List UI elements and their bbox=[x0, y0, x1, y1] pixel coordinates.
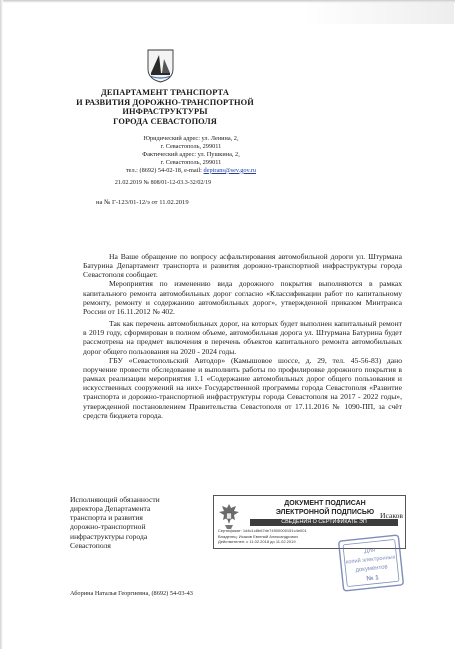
sevastopol-emblem-icon bbox=[147, 49, 174, 83]
dept-line-4: ГОРОДА СЕВАСТОПОЛЯ bbox=[113, 116, 217, 126]
dept-line-1: ДЕПАРТАМЕНТ ТРАНСПОРТА bbox=[101, 88, 229, 97]
actual-address-line-2: г. Севастополь, 299011 bbox=[160, 158, 222, 166]
registration-number: 21.02.2019 № 808/01-12-03.3-32/02/19 bbox=[114, 180, 212, 186]
dept-line-2: И РАЗВИТИЯ ДОРОЖНО-ТРАНСПОРТНОЙ bbox=[76, 97, 254, 107]
legal-address-line-1: Юридический адрес: ул. Ленина, 2, bbox=[143, 135, 239, 142]
signer-line-6: Севастополя bbox=[70, 540, 111, 550]
email-link[interactable]: deptrans@sev.gov.ru bbox=[203, 166, 257, 174]
scan-shadow bbox=[304, 2, 454, 24]
certificate-header: СВЕДЕНИЯ О СЕРТИФИКАТЕ ЭП bbox=[250, 519, 398, 526]
contact-line bbox=[96, 167, 286, 175]
russian-eagle-crest-icon bbox=[218, 502, 240, 530]
department-name bbox=[60, 88, 270, 126]
stamp-title-line-2: ЭЛЕКТРОННОЙ ПОДПИСЬЮ bbox=[275, 508, 375, 516]
seal-line-1: Для bbox=[364, 547, 376, 555]
scan-edge-left bbox=[0, 0, 3, 649]
official-seal-stamp bbox=[338, 530, 404, 596]
dept-line-3: ИНФРАСТРУКТУРЫ bbox=[122, 107, 208, 117]
certificate-number: Сертификат: 1d4c1c8b67de74900000151c4e001 bbox=[218, 528, 307, 533]
body-paragraph-2: Мероприятия по изменению вида дорожного покрытия выполняются в рамках капитального ремонта автомобильных дорог согласно «Классификации работ по капитальному ремонту, ремонту и содержанию автомобильных дорог», утвержденной приказом Минтранса России от 16.11.2012 № 402. bbox=[83, 279, 402, 316]
signer-title bbox=[70, 495, 210, 550]
seal-line-4: № 1 bbox=[366, 574, 380, 583]
signer-line-3: транспорта и развития bbox=[70, 513, 143, 523]
phone-text: тел.: (8692) 54-02-18, e-mail: bbox=[125, 166, 202, 174]
signer-line-4: дорожно-транспортной bbox=[70, 522, 146, 532]
signer-line-5: инфраструктуры города bbox=[70, 531, 148, 541]
body-paragraph-4: ГБУ «Севастопольский Автодор» (Камышовое шоссе, д. 29, тел. 45-56-83) дано поручение провести обследование и выполнить работы по профилировке дорожного покрытия в рамках реализации мероприятия 1.1 «Содержание автомобильных дорог общего пользования и искусственных сооружений на них» Государственной программы города Севастополя «Развитие транспорта и дорожно-транспортной инфраструктуры города Севастополя на 2017 - 2022 годы», утвержденной постановлением Правительства Севастополя от 17.11.2016 № 1090-ПП, за счёт средств бюджета города. bbox=[83, 355, 402, 420]
body-paragraph-3: Так как перечень автомобильных дорог, на которых будет выполнен капитальный ремонт в 2019 году, сформирован в полном объеме, автомобильная дорога ул. Штурмана Батурина будет рассмотрена на предмет включения в перечень объектов капитального ремонта автомобильных дорог общего пользования на 2020 - 2024 годы. bbox=[83, 319, 402, 356]
reference-line: на № Г-123/01-12/э от 11.02.2019 bbox=[96, 199, 189, 206]
letter-body bbox=[83, 252, 402, 420]
seal-line-3: документов bbox=[355, 564, 389, 574]
legal-address-line-2: г. Севастополь, 299011 bbox=[160, 142, 222, 150]
signer-surname: Исаков bbox=[380, 511, 404, 520]
executor-contact: Аборина Наталья Георгиевна, (8692) 54-03-43 bbox=[70, 590, 193, 597]
seal-line-2: копий электронных bbox=[345, 554, 396, 566]
certificate-owner: Владелец: Исаков Евгений Александрович bbox=[218, 533, 298, 539]
signer-line-2: директора Департамента bbox=[70, 504, 151, 514]
signer-line-1: Исполняющий обязанности bbox=[70, 495, 160, 504]
stamp-title bbox=[252, 500, 398, 517]
body-paragraph-1: На Ваше обращение по вопросу асфальтирования автомобильной дороги ул. Штурмана Батурина Департамент транспорта и развития дорожно-транспортной инфраструктуры города Севастополя сообщает. bbox=[83, 252, 402, 280]
actual-address-line-1: Фактический адрес: ул. Пушкина, 2, bbox=[142, 150, 240, 158]
address-block bbox=[96, 135, 286, 175]
stamp-title-line-1: ДОКУМЕНТ ПОДПИСАН bbox=[284, 500, 366, 507]
certificate-validity: Действителен: с 11.02.2018 до 11.02.2019 bbox=[218, 539, 296, 545]
